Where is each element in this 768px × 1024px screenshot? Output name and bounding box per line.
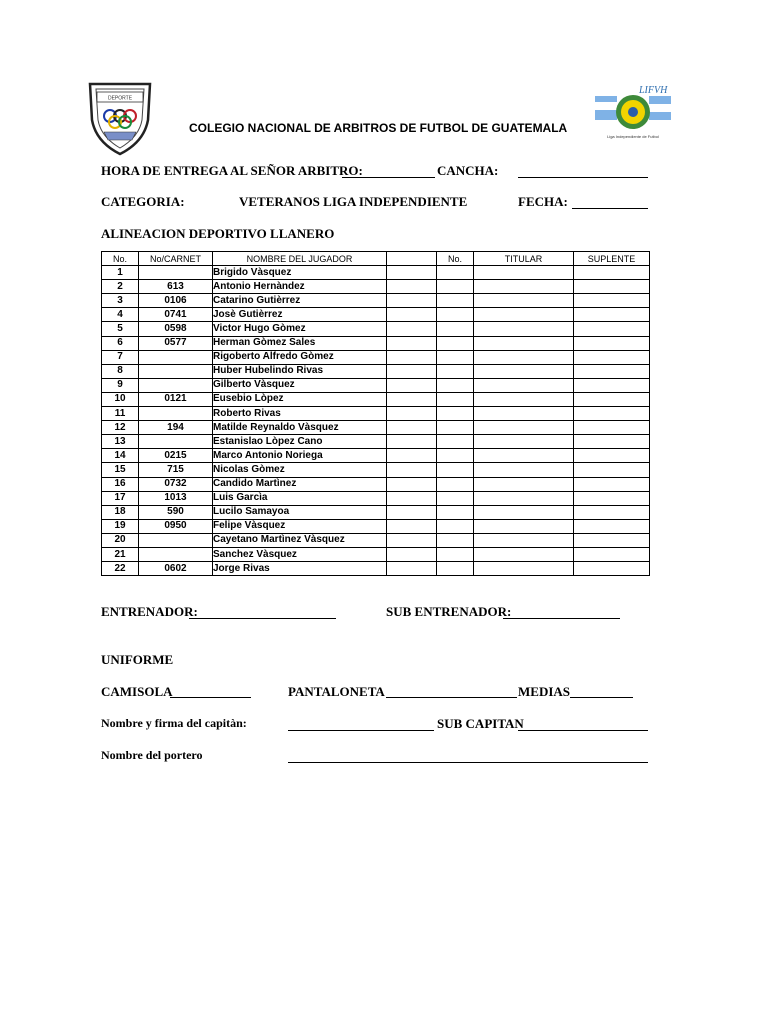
sub-entrenador-label: SUB ENTRENADOR: [386, 604, 512, 619]
capitan-label: Nombre y firma del capitàn: [101, 716, 247, 730]
jersey-number-cell[interactable] [437, 378, 474, 392]
table-row [102, 336, 650, 350]
col-header-titular: TITULAR [474, 252, 574, 266]
titular-cell[interactable] [474, 364, 574, 378]
table-row [102, 266, 650, 280]
suplente-cell[interactable] [574, 562, 650, 576]
blank-cell[interactable] [387, 378, 437, 392]
table-row [102, 533, 650, 547]
lifvh-logo-text: LIFVH [639, 85, 668, 96]
titular-cell[interactable] [474, 421, 574, 435]
suplente-cell[interactable] [574, 266, 650, 280]
row-number: 14 [102, 449, 139, 463]
titular-cell[interactable] [474, 308, 574, 322]
table-row [102, 350, 650, 364]
jersey-number-cell[interactable] [437, 350, 474, 364]
carnet-cell: 194 [139, 421, 213, 435]
player-name-cell: Antonio Hernàndez [213, 280, 387, 294]
hora-entrega-field[interactable] [342, 177, 435, 178]
titular-cell[interactable] [474, 519, 574, 533]
titular-cell[interactable] [474, 562, 574, 576]
camisola-field[interactable] [170, 697, 251, 698]
carnet-cell: 0106 [139, 294, 213, 308]
row-number: 3 [102, 294, 139, 308]
carnet-cell: 1013 [139, 491, 213, 505]
titular-cell[interactable] [474, 477, 574, 491]
table-row [102, 392, 650, 406]
player-name-cell: Eusebio Lòpez [213, 392, 387, 406]
suplente-cell[interactable] [574, 505, 650, 519]
row-number: 9 [102, 378, 139, 392]
suplente-cell[interactable] [574, 547, 650, 561]
player-name-cell: Victor Hugo Gòmez [213, 322, 387, 336]
row-number: 19 [102, 519, 139, 533]
titular-cell[interactable] [474, 463, 574, 477]
row-number: 20 [102, 533, 139, 547]
blank-cell[interactable] [387, 533, 437, 547]
blank-cell[interactable] [387, 491, 437, 505]
suplente-cell[interactable] [574, 533, 650, 547]
table-row [102, 435, 650, 449]
col-header-no: No. [102, 252, 139, 266]
carnet-cell: 613 [139, 280, 213, 294]
roster-header-row [102, 252, 650, 266]
player-name-cell: Estanislao Lòpez Cano [213, 435, 387, 449]
blank-cell[interactable] [387, 449, 437, 463]
player-name-cell: Candido Martìnez [213, 477, 387, 491]
carnet-cell [139, 364, 213, 378]
suplente-cell[interactable] [574, 463, 650, 477]
row-number: 1 [102, 266, 139, 280]
hora-entrega-label: HORA DE ENTREGA AL SEÑOR ARBITRO: [101, 163, 363, 178]
player-name-cell: Herman Gòmez Sales [213, 336, 387, 350]
pantaloneta-label: PANTALONETA [288, 684, 385, 699]
table-row [102, 294, 650, 308]
pantaloneta-field[interactable] [386, 697, 517, 698]
jersey-number-cell[interactable] [437, 308, 474, 322]
carnet-cell: 590 [139, 505, 213, 519]
titular-cell[interactable] [474, 435, 574, 449]
jersey-number-cell[interactable] [437, 392, 474, 406]
player-name-cell: Josè Gutièrrez [213, 308, 387, 322]
blank-cell[interactable] [387, 336, 437, 350]
suplente-cell[interactable] [574, 421, 650, 435]
blank-cell[interactable] [387, 280, 437, 294]
carnet-cell [139, 547, 213, 561]
medias-label: MEDIAS [518, 684, 571, 699]
suplente-cell[interactable] [574, 477, 650, 491]
player-name-cell: Brigido Vàsquez [213, 266, 387, 280]
col-header-blank [387, 252, 437, 266]
fecha-label: FECHA: [518, 194, 568, 209]
blank-cell[interactable] [387, 364, 437, 378]
table-row [102, 378, 650, 392]
jersey-number-cell[interactable] [437, 435, 474, 449]
cancha-field[interactable] [518, 177, 648, 178]
suplente-cell[interactable] [574, 336, 650, 350]
row-number: 5 [102, 322, 139, 336]
jersey-number-cell[interactable] [437, 477, 474, 491]
player-name-cell: Huber Hubelindo Rivas [213, 364, 387, 378]
table-row [102, 364, 650, 378]
roster-table [101, 251, 650, 576]
table-row [102, 322, 650, 336]
table-row [102, 477, 650, 491]
suplente-cell[interactable] [574, 294, 650, 308]
categoria-label: CATEGORIA: [101, 194, 185, 209]
titular-cell[interactable] [474, 322, 574, 336]
row-number: 7 [102, 350, 139, 364]
player-name-cell: Cayetano Martìnez Vàsquez [213, 533, 387, 547]
row-number: 17 [102, 491, 139, 505]
titular-cell[interactable] [474, 392, 574, 406]
player-name-cell: Roberto Rivas [213, 407, 387, 421]
col-header-no2: No. [437, 252, 474, 266]
sub-capitan-label: SUB CAPITAN [437, 716, 524, 731]
carnet-cell [139, 350, 213, 364]
jersey-number-cell[interactable] [437, 547, 474, 561]
table-row [102, 280, 650, 294]
row-number: 2 [102, 280, 139, 294]
suplente-cell[interactable] [574, 350, 650, 364]
jersey-number-cell[interactable] [437, 505, 474, 519]
carnet-cell [139, 435, 213, 449]
row-number: 21 [102, 547, 139, 561]
carnet-cell: 0598 [139, 322, 213, 336]
blank-cell[interactable] [387, 519, 437, 533]
jersey-number-cell[interactable] [437, 533, 474, 547]
player-name-cell: Jorge Rivas [213, 562, 387, 576]
blank-cell[interactable] [387, 463, 437, 477]
suplente-cell[interactable] [574, 308, 650, 322]
table-row [102, 491, 650, 505]
suplente-cell[interactable] [574, 322, 650, 336]
jersey-number-cell[interactable] [437, 266, 474, 280]
col-header-suplente: SUPLENTE [574, 252, 650, 266]
jersey-number-cell[interactable] [437, 294, 474, 308]
carnet-cell [139, 266, 213, 280]
row-number: 4 [102, 308, 139, 322]
carnet-cell: 0577 [139, 336, 213, 350]
carnet-cell [139, 407, 213, 421]
portero-field[interactable] [288, 762, 648, 763]
jersey-number-cell[interactable] [437, 463, 474, 477]
suplente-cell[interactable] [574, 407, 650, 421]
blank-cell[interactable] [387, 350, 437, 364]
blank-cell[interactable] [387, 392, 437, 406]
entrenador-label: ENTRENADOR: [101, 604, 198, 619]
camisola-label: CAMISOLA [101, 684, 173, 699]
titular-cell[interactable] [474, 336, 574, 350]
titular-cell[interactable] [474, 505, 574, 519]
blank-cell[interactable] [387, 477, 437, 491]
titular-cell[interactable] [474, 266, 574, 280]
table-row [102, 407, 650, 421]
player-name-cell: Catarino Gutièrrez [213, 294, 387, 308]
row-number: 6 [102, 336, 139, 350]
player-name-cell: Lucilo Samayoa [213, 505, 387, 519]
titular-cell[interactable] [474, 350, 574, 364]
player-name-cell: Marco Antonio Noriega [213, 449, 387, 463]
suplente-cell[interactable] [574, 491, 650, 505]
jersey-number-cell[interactable] [437, 280, 474, 294]
player-name-cell: Matilde Reynaldo Vàsquez [213, 421, 387, 435]
suplente-cell[interactable] [574, 280, 650, 294]
suplente-cell[interactable] [574, 435, 650, 449]
table-row [102, 547, 650, 561]
row-number: 11 [102, 407, 139, 421]
row-number: 8 [102, 364, 139, 378]
blank-cell[interactable] [387, 308, 437, 322]
jersey-number-cell[interactable] [437, 491, 474, 505]
player-name-cell: Rigoberto Alfredo Gòmez [213, 350, 387, 364]
sub-capitan-field[interactable] [518, 730, 648, 731]
blank-cell[interactable] [387, 407, 437, 421]
carnet-cell [139, 378, 213, 392]
carnet-cell: 0741 [139, 308, 213, 322]
table-row [102, 421, 650, 435]
titular-cell[interactable] [474, 449, 574, 463]
player-name-cell: Gilberto Vàsquez [213, 378, 387, 392]
player-name-cell: Felipe Vàsquez [213, 519, 387, 533]
jersey-number-cell[interactable] [437, 449, 474, 463]
blank-cell[interactable] [387, 505, 437, 519]
cancha-label: CANCHA: [437, 163, 499, 178]
table-row [102, 308, 650, 322]
col-header-nombre: NOMBRE DEL JUGADOR [213, 252, 387, 266]
capitan-field[interactable] [288, 730, 434, 731]
blank-cell[interactable] [387, 547, 437, 561]
suplente-cell[interactable] [574, 392, 650, 406]
jersey-number-cell[interactable] [437, 322, 474, 336]
sub-entrenador-field[interactable] [503, 618, 620, 619]
row-number: 15 [102, 463, 139, 477]
player-name-cell: Nicolas Gòmez [213, 463, 387, 477]
titular-cell[interactable] [474, 533, 574, 547]
suplente-cell[interactable] [574, 449, 650, 463]
titular-cell[interactable] [474, 294, 574, 308]
table-row [102, 519, 650, 533]
table-row [102, 463, 650, 477]
row-number: 22 [102, 562, 139, 576]
referee-college-crest-logo [84, 80, 156, 156]
table-row [102, 505, 650, 519]
titular-cell[interactable] [474, 280, 574, 294]
medias-field[interactable] [570, 697, 633, 698]
categoria-value: VETERANOS LIGA INDEPENDIENTE [239, 194, 468, 209]
carnet-cell: 0215 [139, 449, 213, 463]
jersey-number-cell[interactable] [437, 336, 474, 350]
carnet-cell: 0602 [139, 562, 213, 576]
lifvh-logo-caption: Liga Independiente de Futbol [607, 134, 659, 139]
table-row [102, 449, 650, 463]
jersey-number-cell[interactable] [437, 407, 474, 421]
carnet-cell: 0732 [139, 477, 213, 491]
row-number: 18 [102, 505, 139, 519]
svg-text:DEPORTE: DEPORTE [107, 95, 133, 102]
jersey-number-cell[interactable] [437, 562, 474, 576]
player-name-cell: Sanchez Vàsquez [213, 547, 387, 561]
suplente-cell[interactable] [574, 364, 650, 378]
lifvh-league-logo [593, 82, 673, 152]
col-header-carnet: No/CARNET [139, 252, 213, 266]
jersey-number-cell[interactable] [437, 519, 474, 533]
jersey-number-cell[interactable] [437, 421, 474, 435]
fecha-field[interactable] [572, 208, 648, 209]
row-number: 12 [102, 421, 139, 435]
blank-cell[interactable] [387, 294, 437, 308]
blank-cell[interactable] [387, 421, 437, 435]
carnet-cell: 715 [139, 463, 213, 477]
entrenador-field[interactable] [189, 618, 336, 619]
alineacion-label: ALINEACION DEPORTIVO LLANERO [101, 226, 335, 241]
row-number: 16 [102, 477, 139, 491]
blank-cell[interactable] [387, 562, 437, 576]
suplente-cell[interactable] [574, 378, 650, 392]
titular-cell[interactable] [474, 407, 574, 421]
titular-cell[interactable] [474, 491, 574, 505]
blank-cell[interactable] [387, 266, 437, 280]
row-number: 13 [102, 435, 139, 449]
player-name-cell: Luis Garcìa [213, 491, 387, 505]
table-row [102, 562, 650, 576]
titular-cell[interactable] [474, 378, 574, 392]
jersey-number-cell[interactable] [437, 364, 474, 378]
carnet-cell: 0121 [139, 392, 213, 406]
portero-label: Nombre del portero [101, 748, 203, 762]
uniforme-label: UNIFORME [101, 652, 174, 667]
page-title: COLEGIO NACIONAL DE ARBITROS DE FUTBOL DE GUATEMALA [189, 121, 568, 135]
suplente-cell[interactable] [574, 519, 650, 533]
blank-cell[interactable] [387, 322, 437, 336]
carnet-cell: 0950 [139, 519, 213, 533]
carnet-cell [139, 533, 213, 547]
row-number: 10 [102, 392, 139, 406]
titular-cell[interactable] [474, 547, 574, 561]
blank-cell[interactable] [387, 435, 437, 449]
